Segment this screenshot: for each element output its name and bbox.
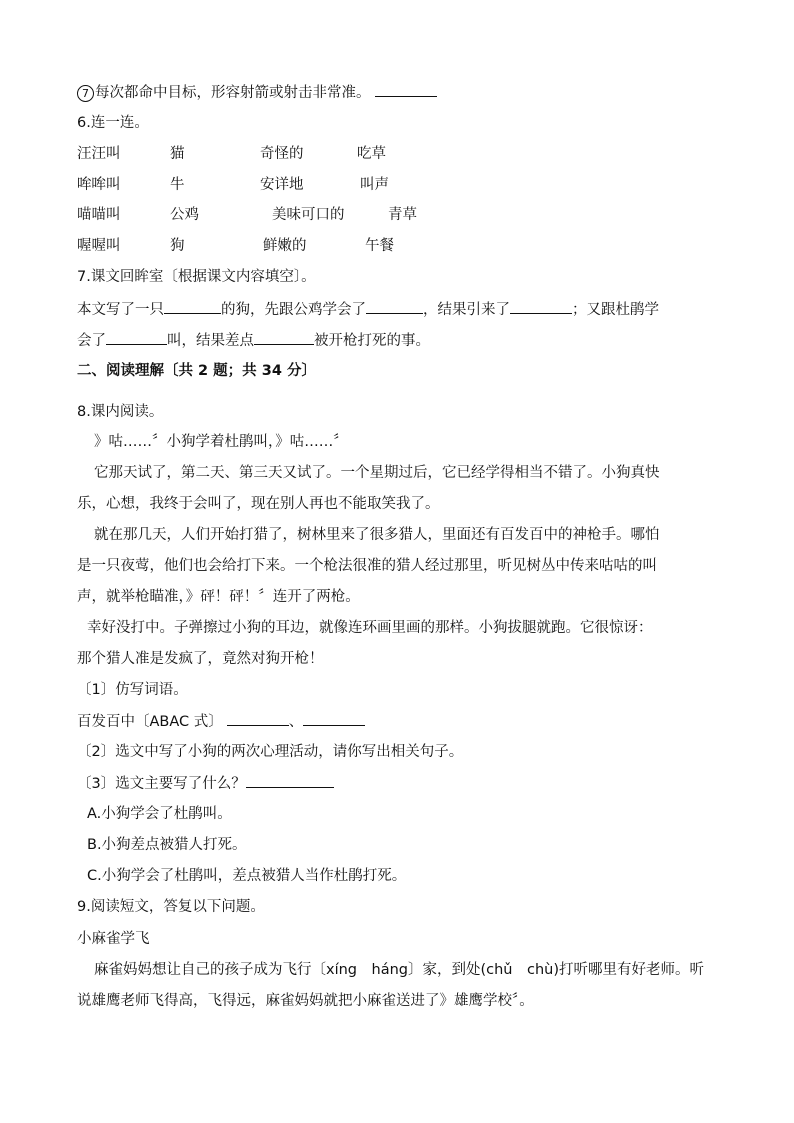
option-b[interactable]: B.小狗差点被猎人打死。 — [87, 837, 247, 853]
answer-blank[interactable] — [375, 82, 437, 97]
q7-line-2 — [77, 330, 430, 351]
match-cell[interactable]: 公鸡 — [170, 207, 199, 223]
match-row — [77, 205, 477, 225]
answer-blank[interactable] — [106, 330, 167, 345]
fill-text: 、 — [288, 714, 304, 730]
passage-line: 说雄鹰老师飞得高，飞得远，麻雀妈妈就把小麻雀送进了》雄鹰学校〞。 — [77, 993, 534, 1009]
q9-title: 9.阅读短文，答复以下问题。 — [77, 899, 265, 915]
match-cell[interactable]: 奇怪的 — [260, 146, 304, 162]
match-cell[interactable]: 汪汪叫 — [77, 146, 121, 162]
q6-title: 6.连一连。 — [77, 115, 149, 131]
answer-blank[interactable] — [164, 299, 221, 314]
match-row — [77, 236, 477, 256]
passage-line: 》咕……〞小狗学着杜鹃叫，》咕……〞 — [94, 434, 348, 450]
match-cell[interactable]: 安详地 — [260, 177, 304, 193]
passage-line: 乐，心想，我终于会叫了，现在别人再也不能取笑我了。 — [77, 496, 440, 512]
match-cell[interactable]: 哞哞叫 — [77, 177, 121, 193]
q7-line-1 — [77, 299, 659, 320]
sub-question-1-line — [77, 711, 365, 732]
passage-line: 幸好没打中。子弹擦过小狗的耳边，就像连环画里画的那样。小狗拔腿就跑。它很惊讶： — [87, 620, 653, 636]
answer-blank[interactable] — [227, 711, 289, 726]
fill-text: 被开枪打死的事。 — [314, 333, 430, 349]
q7-title: 7.课文回眸室〔根据课文内容填空〕。 — [77, 269, 316, 285]
passage-line: 就在那几天，人们开始打猎了，树林里来了很多猎人，里面还有百发百中的神枪手。哪怕 — [94, 527, 660, 543]
match-row — [77, 175, 477, 195]
answer-blank[interactable] — [366, 299, 423, 314]
match-cell[interactable]: 喔喔叫 — [77, 238, 121, 254]
sub-question-3 — [77, 773, 334, 794]
section-heading: 二、阅读理解〔共 2 题；共 34 分〕 — [77, 363, 316, 379]
fill-text: 〔3〕选文主要写了什么？ — [77, 776, 246, 792]
answer-blank[interactable] — [303, 711, 365, 726]
q8-title: 8.课内阅读。 — [77, 404, 164, 420]
match-cell[interactable]: 午餐 — [365, 238, 394, 254]
item-text: 每次都命中目标，形容射箭或射击非常准。 — [95, 85, 371, 101]
passage-line: 是一只夜莺，他们也会给打下来。一个枪法很准的猎人经过那里，听见树丛中传来咕咕的叫 — [77, 558, 657, 574]
match-cell[interactable]: 鲜嫩的 — [263, 238, 307, 254]
match-cell[interactable]: 美味可口的 — [272, 207, 345, 223]
answer-blank[interactable] — [246, 773, 334, 788]
match-cell[interactable]: 狗 — [170, 238, 185, 254]
circled-number: 7 — [77, 85, 94, 102]
match-cell[interactable]: 牛 — [170, 177, 185, 193]
option-a[interactable]: A.小狗学会了杜鹃叫。 — [87, 806, 232, 822]
q5-item-7 — [77, 82, 437, 103]
sub-question-1: 〔1〕仿写词语。 — [77, 682, 188, 698]
match-cell[interactable]: 叫声 — [360, 177, 389, 193]
match-cell[interactable]: 青草 — [388, 207, 417, 223]
passage-line: 麻雀妈妈想让自己的孩子成为飞行〔xíng háng〕家，到处(chǔ chù)打听哪里有好老师。听 — [94, 962, 704, 978]
passage-line: 声，就举枪瞄准，》砰！砰！〞连开了两枪。 — [77, 589, 360, 605]
passage-line: 那个猎人准是发疯了，竟然对狗开枪！ — [77, 651, 324, 667]
match-cell[interactable]: 猫 — [170, 146, 185, 162]
fill-text: ，结果引来了 — [423, 302, 510, 318]
match-cell[interactable]: 喵喵叫 — [77, 207, 121, 223]
fill-text: 百发百中〔ABAC 式〕 — [77, 714, 223, 730]
answer-blank[interactable] — [254, 330, 314, 345]
fill-text: 会了 — [77, 333, 106, 349]
match-cell[interactable]: 吃草 — [357, 146, 386, 162]
story-title: 小麻雀学飞 — [77, 931, 150, 947]
fill-text: 本文写了一只 — [77, 302, 164, 318]
passage-line: 它那天试了，第二天、第三天又试了。一个星期过后，它已经学得相当不错了。小狗真快 — [94, 465, 660, 481]
fill-text: 叫，结果差点 — [167, 333, 254, 349]
fill-text: 的狗，先跟公鸡学会了 — [221, 302, 366, 318]
option-c[interactable]: C.小狗学会了杜鹃叫，差点被猎人当作杜鹃打死。 — [87, 868, 407, 884]
sub-question-2: 〔2〕选文中写了小狗的两次心理活动，请你写出相关句子。 — [77, 744, 464, 760]
answer-blank[interactable] — [510, 299, 572, 314]
fill-text: ；又跟杜鹃学 — [572, 302, 659, 318]
match-row — [77, 144, 477, 164]
